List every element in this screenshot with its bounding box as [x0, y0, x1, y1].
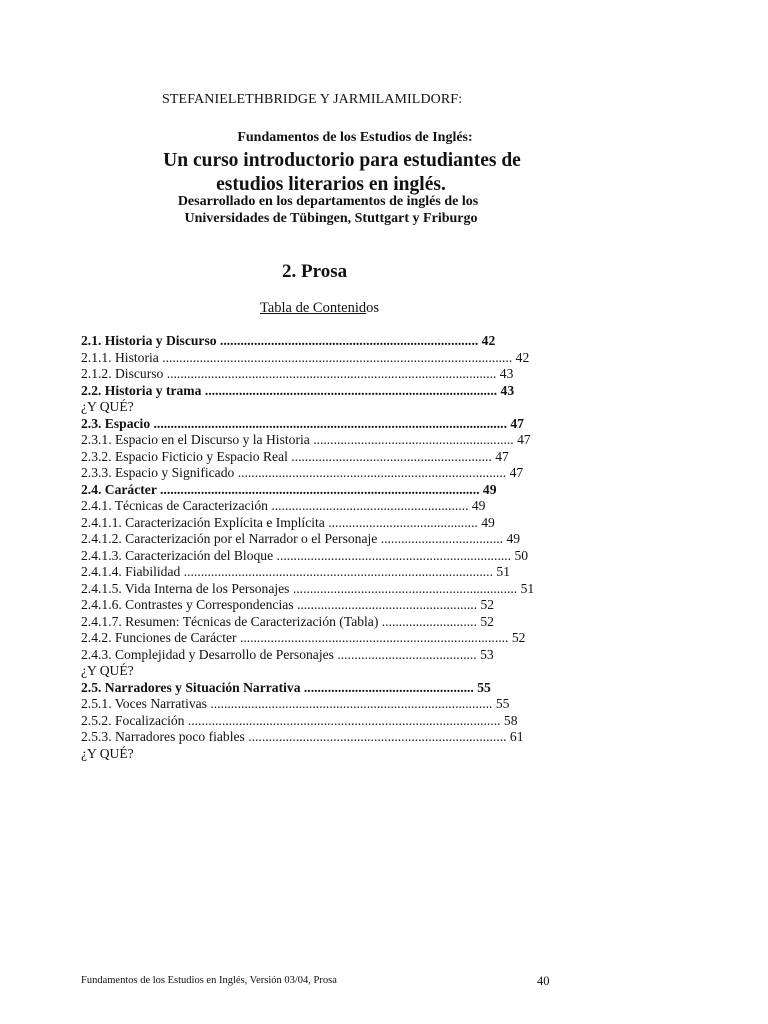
toc-entry	[81, 564, 621, 581]
toc-entry-title: 2.4.1.2. Caracterización por el Narrador o el Personaje	[81, 531, 378, 546]
toc-entry	[81, 515, 621, 532]
toc-entry-title: 2.4. Carácter	[81, 481, 157, 497]
toc-entry-page: 47	[510, 415, 524, 431]
toc-entry	[81, 597, 621, 614]
toc-entry-leader: ........................................................................................................	[153, 415, 507, 431]
toc-entry	[81, 465, 621, 482]
toc-entry-page: 49	[481, 514, 495, 530]
toc-entry	[81, 630, 621, 647]
toc-entry-leader: ....................................	[380, 531, 504, 546]
toc-entry-page: 58	[503, 712, 518, 728]
toc-entry-page: 55	[495, 696, 510, 711]
toc-entry-page: 61	[509, 729, 524, 744]
toc-entry-page: 50	[514, 547, 529, 563]
section-heading: 2. Prosa	[282, 261, 348, 282]
toc-entry-title: ¿Y QUÉ?	[81, 399, 134, 414]
toc-entry-title: 2.5.2. Focalización	[81, 712, 185, 728]
toc-entry	[81, 531, 621, 548]
toc-entry-leader: ..................................................	[303, 679, 474, 695]
toc-entry-leader: .........................................	[337, 646, 477, 662]
toc-entry	[81, 399, 621, 416]
toc-entry-page: 42	[515, 349, 530, 365]
toc-entry-page: 52	[480, 613, 494, 629]
toc-entry-leader: ...........................................................	[291, 448, 492, 464]
authors-line: STEFANIELETHBRIDGE Y JARMILAMILDORF:	[162, 92, 463, 107]
toc-entry-page: 42	[481, 333, 496, 348]
toc-entry	[81, 663, 621, 680]
toc-entry-title: 2.1.1. Historia	[81, 349, 159, 365]
toc-entry-page: 49	[471, 498, 486, 513]
toc-entry	[81, 350, 621, 367]
toc-entry	[81, 647, 621, 664]
toc-entry-title: 2.5. Narradores y Situación Narrativa	[81, 679, 301, 695]
toc-entry-leader: ..............................................................................................	[160, 481, 480, 497]
toc-entry-leader: ............................................	[328, 514, 478, 530]
toc-entry-leader: ...................................................................................	[210, 696, 493, 711]
toc-entry-leader: ..........................................................	[271, 498, 469, 513]
toc-entry	[81, 746, 621, 763]
footer-text: Fundamentos de los Estudios en Inglés, Versión 03/04, Prosa	[81, 975, 337, 986]
developed-by-line: Desarrollado en los departamentos de inglés de los	[177, 194, 479, 209]
toc-entry	[81, 614, 621, 631]
toc-entry-title: 2.3. Espacio	[81, 415, 151, 431]
toc-entry-title: 2.4.1.4. Fiabilidad	[81, 564, 181, 579]
toc-entry-page: 43	[499, 366, 514, 381]
toc-entry-title: 2.4.1.5. Vida Interna de los Personajes	[81, 580, 290, 596]
toc-entry-leader: ............................................................................	[219, 333, 479, 348]
toc-entry-title: 2.3.2. Espacio Ficticio y Espacio Real	[81, 448, 288, 464]
toc-entry-title: ¿Y QUÉ?	[81, 745, 134, 761]
universities-line: Universidades de Tübingen, Stuttgart y Friburgo	[184, 211, 478, 226]
toc-entry-page: 47	[509, 465, 524, 480]
toc-entry-title: 2.3.1. Espacio en el Discurso y la Historia	[81, 432, 310, 447]
toc-entry-leader: ...........................................................................................	[183, 564, 493, 579]
toc-entry-page: 52	[511, 630, 526, 645]
toc-entry-title: 2.2. Historia y trama	[81, 382, 202, 398]
toc-entry-leader: ............................................................................................	[187, 712, 501, 728]
toc-entry	[81, 680, 621, 697]
toc-entry	[81, 432, 621, 449]
toc-entry-page: 47	[517, 432, 531, 447]
toc-entry	[81, 548, 621, 565]
toc-entry-title: 2.4.1.6. Contrastes y Correspondencias	[81, 597, 294, 612]
toc-entry-leader: .......................................................................................................	[162, 349, 513, 365]
toc-entry-page: 51	[520, 580, 535, 596]
toc-entry-page: 52	[480, 597, 495, 612]
toc-entry-leader: ...............................................................................	[239, 630, 509, 645]
toc-entry-leader: ...............................................................................	[237, 465, 507, 480]
course-label: Fundamentos de los Estudios de Inglés:	[237, 130, 473, 145]
toc-entry-leader: .................................................................................................	[166, 366, 497, 381]
toc-entry-leader: ............................	[381, 613, 477, 629]
toc-entry	[81, 696, 621, 713]
toc-entry-title: ¿Y QUÉ?	[81, 663, 134, 678]
toc-entry-leader: ............................................................................	[248, 729, 507, 744]
toc-entry	[81, 729, 621, 746]
toc-entry	[81, 498, 621, 515]
toc-entry-leader: ...........................................................	[313, 432, 514, 447]
toc-entry-page: 47	[495, 448, 509, 464]
toc-entry-title: 2.4.1.3. Caracterización del Bloque	[81, 547, 274, 563]
toc-entry-title: 2.4.3. Complejidad y Desarrollo de Personajes	[81, 646, 334, 662]
toc-heading-rest: os	[366, 300, 380, 316]
toc-entry-page: 51	[496, 564, 510, 579]
toc-entry-title: 2.1.2. Discurso	[81, 366, 164, 381]
toc-entry	[81, 383, 621, 400]
toc-entry-title: 2.1. Historia y Discurso	[81, 333, 217, 348]
toc-entry-page: 53	[480, 646, 494, 662]
toc-entry-title: 2.4.1.1. Caracterización Explícita e Implícita	[81, 514, 325, 530]
document-title-line-1: Un curso introductorio para estudiantes de	[163, 150, 521, 171]
toc-entry	[81, 416, 621, 433]
toc-entry	[81, 581, 621, 598]
toc-entry-leader: ..................................................................	[292, 580, 518, 596]
toc-entry-title: 2.4.1.7. Resumen: Técnicas de Caracterización (Tabla)	[81, 613, 379, 629]
toc-entry-title: 2.4.1. Técnicas de Caracterización	[81, 498, 268, 513]
toc-entry-page: 49	[482, 481, 497, 497]
toc-entry	[81, 482, 621, 499]
toc-entry-page: 43	[500, 382, 515, 398]
toc-entry-leader: ......................................................................................	[204, 382, 498, 398]
toc-entry-title: 2.5.1. Voces Narrativas	[81, 696, 207, 711]
toc-entry-leader: .....................................................	[296, 597, 478, 612]
toc-entry	[81, 366, 621, 383]
toc-heading	[260, 300, 379, 317]
table-of-contents	[81, 333, 621, 762]
footer-page-number: 40	[537, 974, 550, 988]
toc-entry-page: 49	[506, 531, 521, 546]
toc-entry-page: 55	[477, 679, 491, 695]
toc-entry-title: 2.3.3. Espacio y Significado	[81, 465, 235, 480]
toc-entry	[81, 333, 621, 350]
toc-entry-leader: .....................................................................	[276, 547, 512, 563]
toc-entry	[81, 449, 621, 466]
toc-entry-title: 2.4.2. Funciones de Carácter	[81, 630, 237, 645]
toc-heading-underlined: Tabla de Contenid	[260, 300, 367, 316]
toc-entry	[81, 713, 621, 730]
toc-entry-title: 2.5.3. Narradores poco fiables	[81, 729, 245, 744]
document-title-line-2: estudios literarios en inglés.	[216, 174, 446, 195]
